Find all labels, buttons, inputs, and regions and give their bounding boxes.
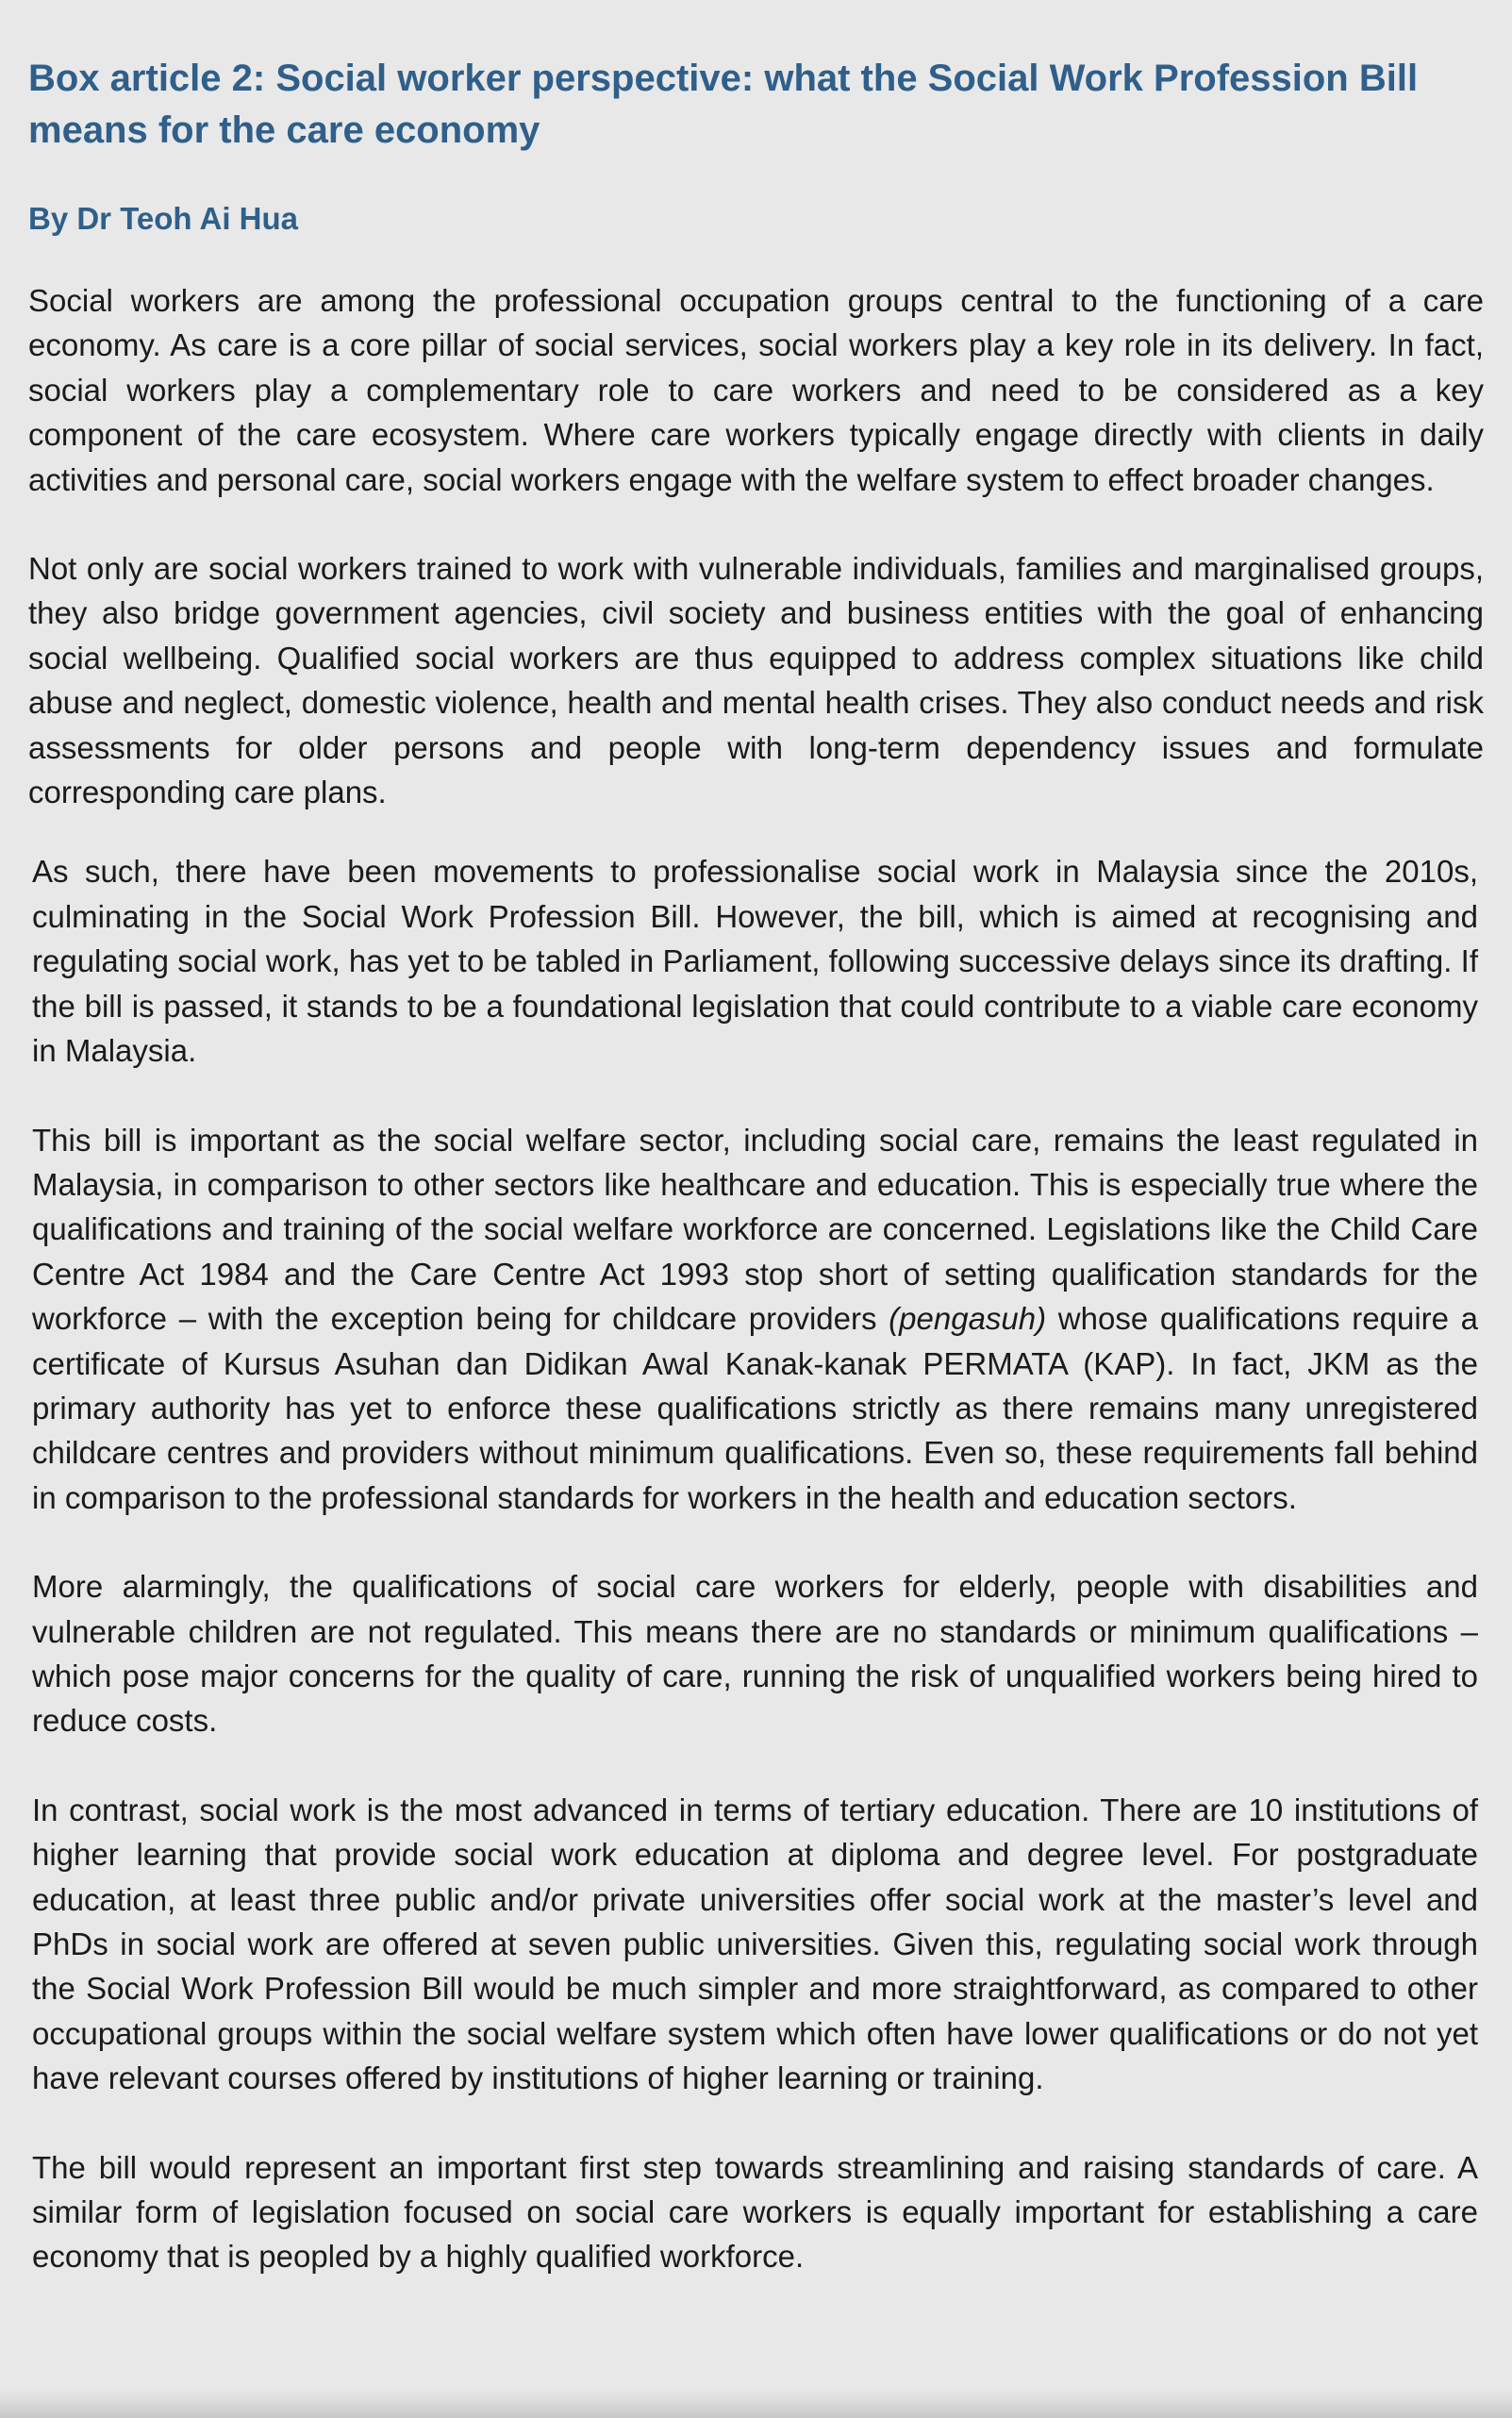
paragraph-3: As such, there have been movements to professionalise social work in Malaysia since the 2010s, culminating in the Social Work Profession Bill. However, the bill, which is aimed at recognising and regulating social work, has yet to be tabled in Parliament, following successive delays since its drafting. If the bill is passed, it stands to be a foundational legislation that could contribute to a viable care economy in Malaysia. bbox=[32, 854, 1478, 1069]
paragraph-4-text-after: whose qualifications require a certificate of Kursus Asuhan dan Didikan Awal Kanak-kanak PERMATA (KAP). In fact, JKM as the primary authority has yet to enforce these qualifications strictly as there remains many unregistered childcare centres and providers without minimum qualifications. Even so, these requirements fall behind in comparison to the professional standards for workers in the health and education sectors. bbox=[32, 1301, 1478, 1515]
paragraph-7: The bill would represent an important first step towards streamlining and raising standards of care. A similar form of legislation focused on social care workers is equally important for establishing a care economy that is peopled by a highly qualified workforce. bbox=[32, 2149, 1478, 2275]
paragraph-5: More alarmingly, the qualifications of social care workers for elderly, people with disabilities and vulnerable children are not regulated. This means there are no standards or minimum qualifications – which pose major concerns for the quality of care, running the risk of unqualified workers being hired to reduce costs. bbox=[32, 1569, 1478, 1739]
paragraph-4 bbox=[28, 1118, 1484, 1521]
paragraph-6: In contrast, social work is the most advanced in terms of tertiary education. There are 10 institutions of higher learning that provide social work education at diploma and degree level. For postgraduate education, at least three public and/or private universities offer social work at the master’s level and PhDs in social work are offered at seven public universities. Given this, regulating social work through the Social Work Profession Bill would be much simpler and more straightforward, as compared to other occupational groups within the social welfare system which often have lower qualifications or do not yet have relevant courses offered by institutions of higher learning or training. bbox=[32, 1792, 1478, 2096]
paragraph-4-italic-term: (pengasuh) bbox=[889, 1301, 1047, 1337]
article-title: Box article 2: Social worker perspective: what the Social Work Profession Bill means for the care economy bbox=[28, 58, 1419, 151]
paragraph-4-text-before: This bill is important as the social welfare sector, including social care, remains the least regulated in Malaysia, in comparison to other sectors like healthcare and education. This is especially true where the qualifications and training of the social welfare workforce are concerned. Legislations like the Child Care Centre Act 1984 and the Care Centre Act 1993 stop short of setting qualification standards for the workforce – with the exception being for childcare providers bbox=[32, 1122, 1478, 1337]
paragraph-1: Social workers are among the professional occupation groups central to the functioning of a care economy. As care is a core pillar of social services, social workers play a key role in its delivery. In fact, social workers play a complementary role to care workers and need to be considered as a key component of the care ecosystem. Where care workers typically engage directly with clients in daily activities and personal care, social workers engage with the welfare system to effect broader changes. bbox=[28, 283, 1484, 497]
paragraph-2: Not only are social workers trained to work with vulnerable individuals, families and marginalised groups, they also bridge government agencies, civil society and business entities with the goal of enhancing social wellbeing. Qualified social workers are thus equipped to address complex situations like child abuse and neglect, domestic violence, health and mental health crises. They also conduct needs and risk assessments for older persons and people with long-term dependency issues and formulate corresponding care plans. bbox=[28, 551, 1484, 810]
article-byline: By Dr Teoh Ai Hua bbox=[28, 201, 299, 236]
